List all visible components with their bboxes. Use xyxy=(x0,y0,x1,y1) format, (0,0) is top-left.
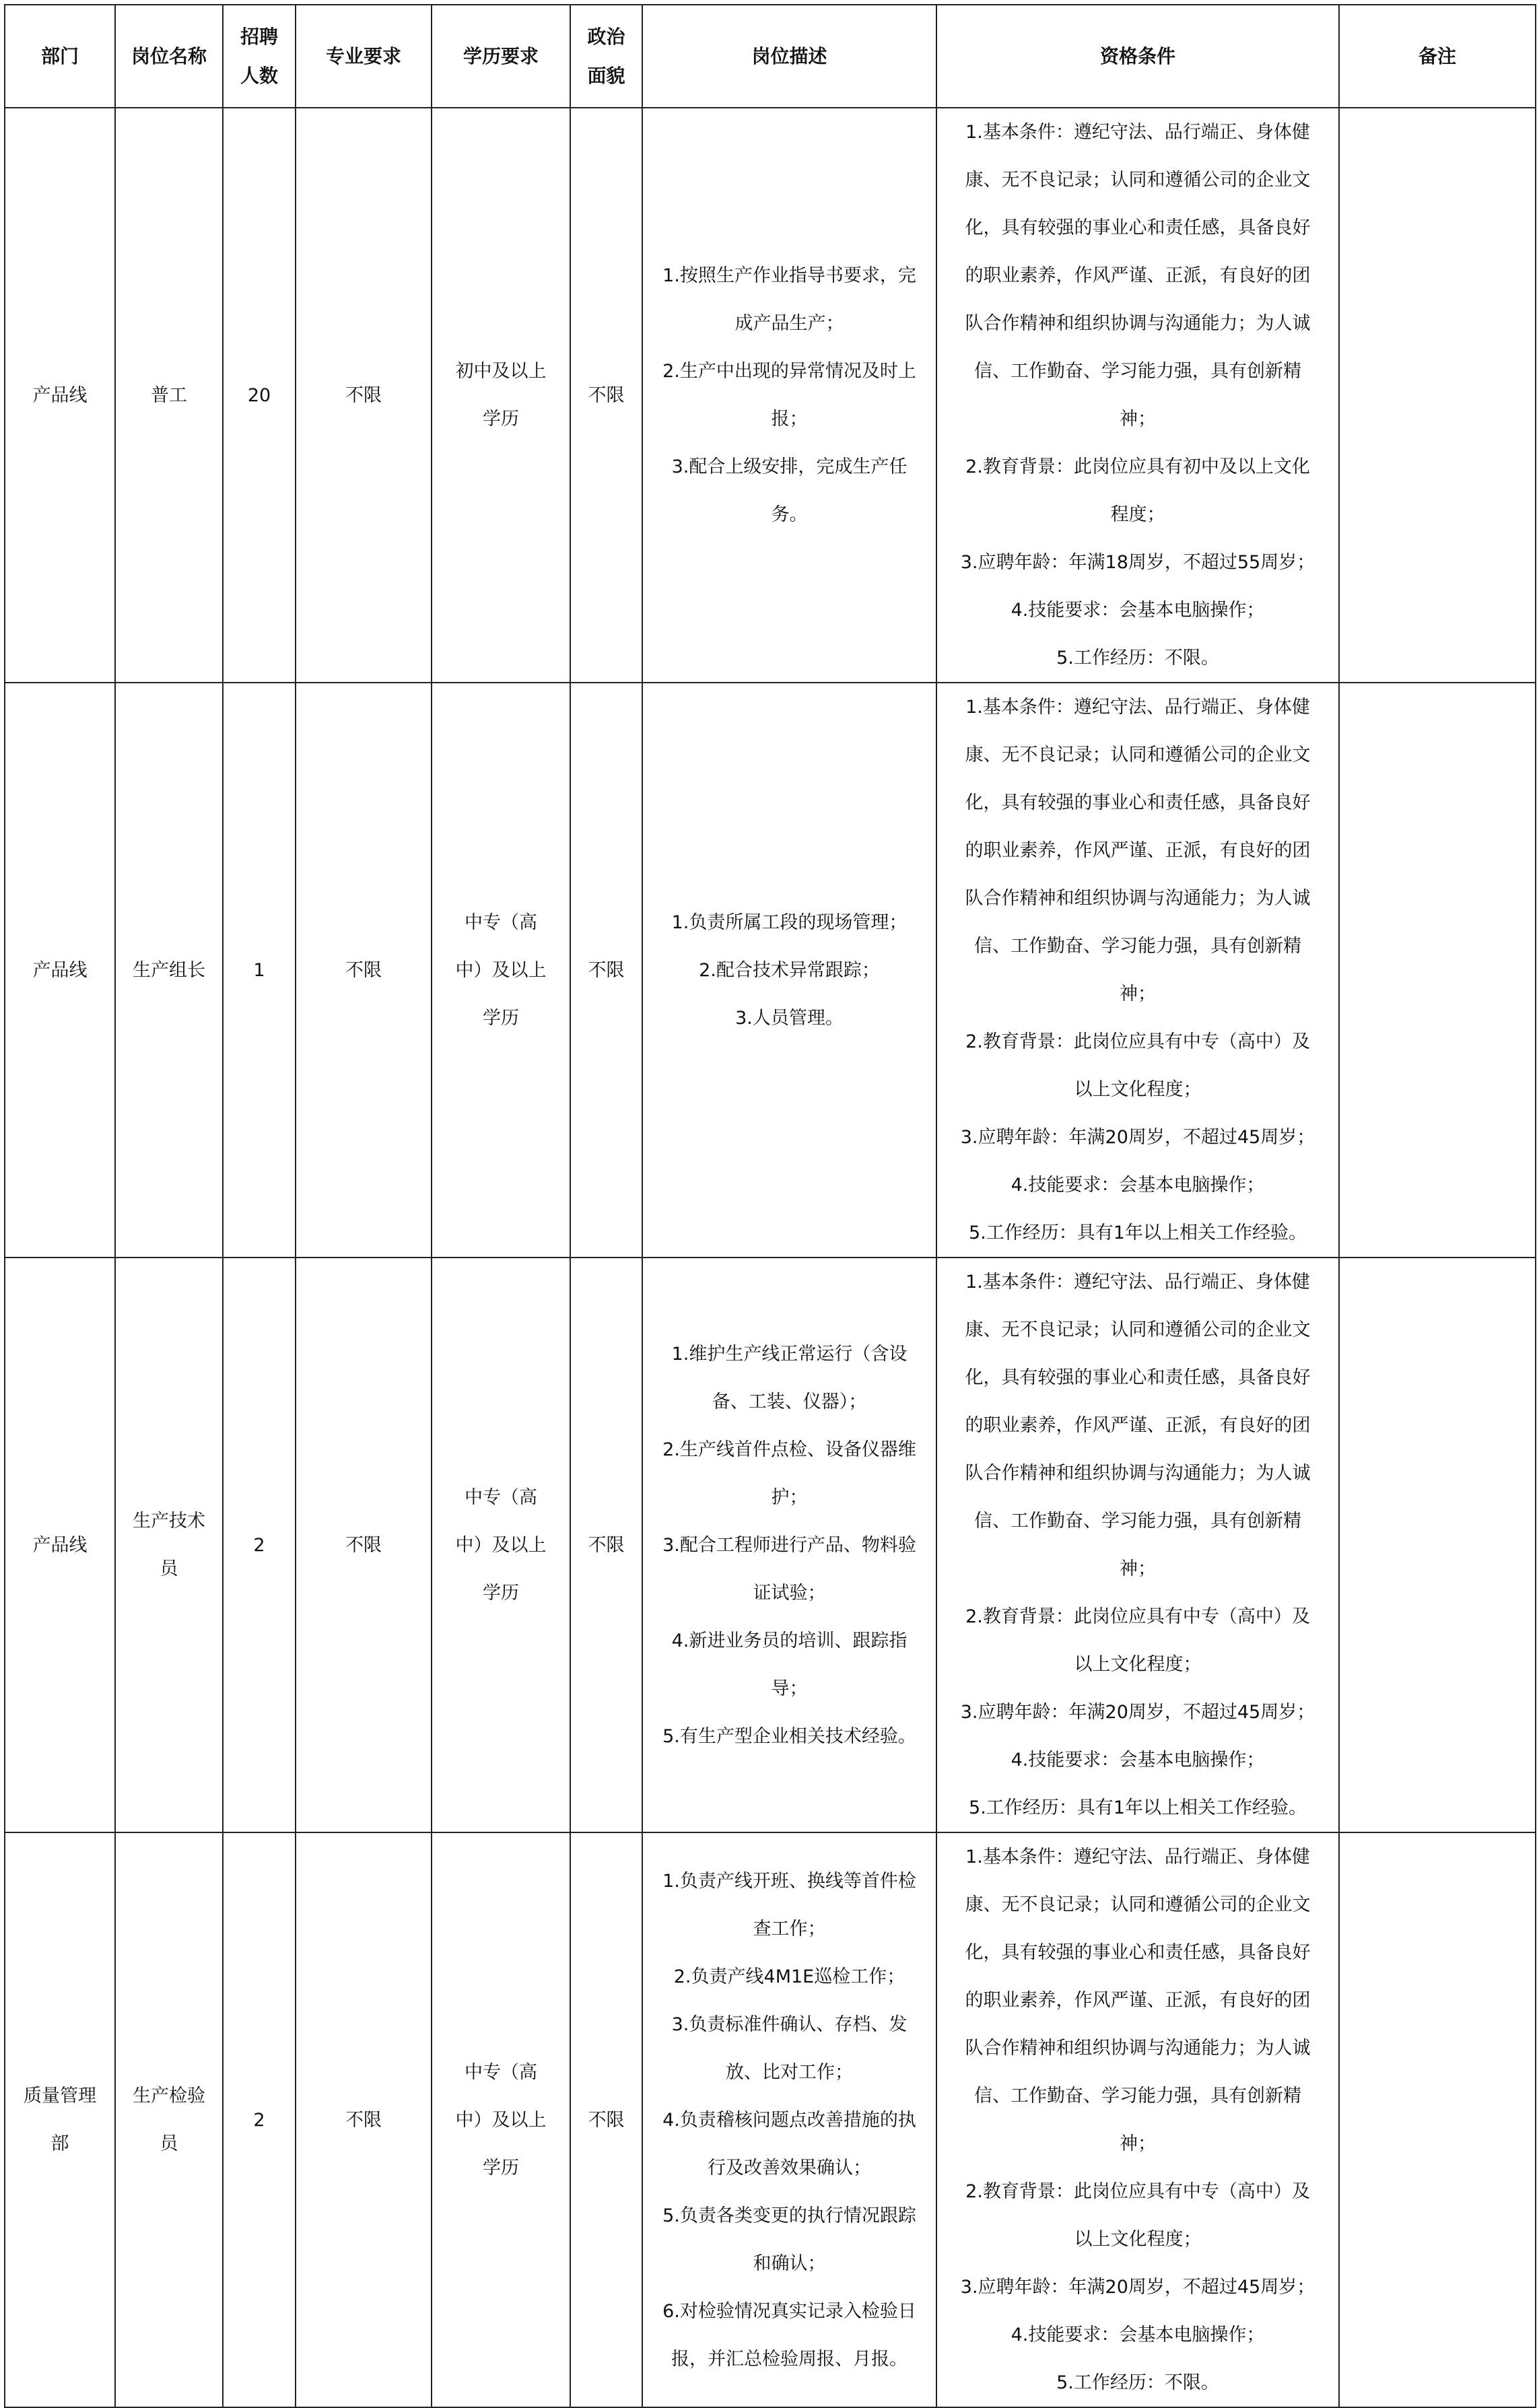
cell-qualification-line: 5.工作经历：不限。 xyxy=(1056,2372,1219,2393)
header-position: 岗位名称 xyxy=(115,5,223,108)
cell-count: 1 xyxy=(223,683,296,1258)
cell-qualification xyxy=(936,683,1339,1258)
cell-education-line: 中）及以上 xyxy=(455,1534,547,1556)
cell-description-line: 2.负责产线4M1E巡检工作； xyxy=(673,1966,905,1987)
cell-description xyxy=(642,1258,936,1832)
cell-education-line: 学历 xyxy=(483,1007,519,1029)
cell-dept xyxy=(5,1258,115,1832)
cell-description-line: 5.负责各类变更的执行情况跟踪 xyxy=(662,2205,916,2226)
cell-qualification-line: 以上文化程度； xyxy=(1074,2229,1202,2250)
cell-education-line: 中）及以上 xyxy=(455,959,547,981)
header-count-line: 人数 xyxy=(240,64,278,87)
cell-qualification-line: 的职业素养，作风严谨、正派，有良好的团 xyxy=(965,265,1311,286)
header-count-line: 招聘 xyxy=(240,25,278,48)
cell-qualification-line: 的职业素养，作风严谨、正派，有良好的团 xyxy=(965,840,1311,861)
cell-politics: 不限 xyxy=(570,108,642,683)
cell-position-line: 生产组长 xyxy=(133,959,205,981)
cell-description-line: 成产品生产； xyxy=(734,313,844,334)
cell-politics: 不限 xyxy=(570,1258,642,1832)
cell-description-line: 导； xyxy=(771,1678,808,1699)
cell-education-line: 中）及以上 xyxy=(455,2109,547,2131)
cell-qualification-line: 化，具有较强的事业心和责任感，具备良好 xyxy=(965,1942,1311,1963)
cell-qualification-line: 2.教育背景：此岗位应具有初中及以上文化 xyxy=(965,456,1310,477)
cell-education-line: 学历 xyxy=(483,409,519,429)
cell-qualification-line: 神； xyxy=(1120,409,1156,429)
cell-position xyxy=(115,1832,223,2407)
table-row xyxy=(5,1258,1536,1832)
cell-major: 不限 xyxy=(296,1832,432,2407)
cell-major: 不限 xyxy=(296,683,432,1258)
cell-qualification-line: 4.技能要求：会基本电脑操作； xyxy=(1011,2325,1265,2345)
cell-dept xyxy=(5,683,115,1258)
cell-qualification-line: 2.教育背景：此岗位应具有中专（高中）及 xyxy=(965,1031,1310,1052)
cell-qualification-line: 5.工作经历：具有1年以上相关工作经验。 xyxy=(969,1797,1307,1818)
cell-qualification-line: 程度； xyxy=(1110,504,1165,525)
cell-major: 不限 xyxy=(296,1258,432,1832)
cell-position-line: 普工 xyxy=(151,384,187,406)
cell-qualification-line: 4.技能要求：会基本电脑操作； xyxy=(1011,1175,1265,1196)
cell-qualification-line: 以上文化程度； xyxy=(1074,1079,1202,1100)
cell-qualification-line: 的职业素养，作风严谨、正派，有良好的团 xyxy=(965,1415,1311,1436)
cell-description-line: 2.配合技术异常跟踪； xyxy=(699,959,880,981)
cell-qualification-line: 康、无不良记录；认同和遵循公司的企业文 xyxy=(965,1319,1311,1340)
header-education: 学历要求 xyxy=(432,5,570,108)
cell-education xyxy=(432,1832,570,2407)
cell-description-line: 5.有生产型企业相关技术经验。 xyxy=(662,1725,916,1747)
cell-qualification-line: 队合作精神和组织协调与沟通能力；为人诚 xyxy=(965,2038,1311,2059)
cell-qualification-line: 的职业素养，作风严谨、正派，有良好的团 xyxy=(965,1990,1311,2011)
cell-description xyxy=(642,683,936,1258)
cell-qualification-line: 3.应聘年龄：年满20周岁，不超过45周岁； xyxy=(960,1702,1315,1723)
cell-politics: 不限 xyxy=(570,1832,642,2407)
table-row xyxy=(5,108,1536,683)
cell-qualification-line: 队合作精神和组织协调与沟通能力；为人诚 xyxy=(965,313,1311,334)
cell-description-line: 4.新进业务员的培训、跟踪指 xyxy=(671,1630,908,1651)
cell-description-line: 报，并汇总检验周报、月报。 xyxy=(671,2348,908,2370)
cell-qualification-line: 2.教育背景：此岗位应具有中专（高中）及 xyxy=(965,1606,1310,1627)
cell-qualification-line: 康、无不良记录；认同和遵循公司的企业文 xyxy=(965,170,1311,191)
cell-description-line: 报； xyxy=(771,409,808,429)
cell-position-line: 生产检验 xyxy=(133,2086,205,2106)
cell-qualification-line: 神； xyxy=(1120,2133,1156,2154)
cell-description-line: 备、工装、仪器）； xyxy=(712,1391,867,1412)
table-row xyxy=(5,1832,1536,2407)
cell-qualification-line: 1.基本条件：遵纪守法、品行端正、身体健 xyxy=(965,122,1310,143)
header-politics-line: 面貌 xyxy=(587,64,625,87)
cell-position-line: 员 xyxy=(160,1558,178,1579)
cell-qualification-line: 化，具有较强的事业心和责任感，具备良好 xyxy=(965,1367,1311,1388)
cell-education-line: 学历 xyxy=(483,1582,519,1604)
cell-dept xyxy=(5,1832,115,2407)
cell-position xyxy=(115,1258,223,1832)
cell-description-line: 2.生产线首件点检、设备仪器维 xyxy=(662,1439,916,1460)
cell-remark xyxy=(1339,1258,1536,1832)
cell-education xyxy=(432,1258,570,1832)
cell-description-line: 行及改善效果确认； xyxy=(708,2157,871,2178)
cell-description-line: 6.对检验情况真实记录入检验日 xyxy=(662,2300,916,2322)
cell-description-line: 1.维护生产线正常运行（含设 xyxy=(671,1343,908,1365)
cell-education xyxy=(432,683,570,1258)
cell-description-line: 3.配合工程师进行产品、物料验 xyxy=(662,1534,916,1556)
cell-remark xyxy=(1339,683,1536,1258)
cell-description-line: 证试验； xyxy=(753,1582,826,1604)
table-body xyxy=(5,108,1536,2407)
header-dept: 部门 xyxy=(5,5,115,108)
cell-description-line: 3.配合上级安排，完成生产任 xyxy=(671,456,908,477)
cell-dept-line: 部 xyxy=(50,2133,69,2154)
cell-qualification-line: 3.应聘年龄：年满18周岁，不超过55周岁； xyxy=(960,552,1315,573)
cell-qualification-line: 神； xyxy=(1120,1558,1156,1579)
cell-description-line: 放、比对工作； xyxy=(726,2061,853,2083)
cell-dept xyxy=(5,108,115,683)
cell-education-line: 中专（高 xyxy=(465,1486,537,1508)
cell-count: 2 xyxy=(223,1832,296,2407)
cell-qualification-line: 5.工作经历：具有1年以上相关工作经验。 xyxy=(969,1223,1307,1243)
cell-education xyxy=(432,108,570,683)
cell-qualification-line: 1.基本条件：遵纪守法、品行端正、身体健 xyxy=(965,1272,1310,1293)
cell-description-line: 护； xyxy=(771,1486,808,1508)
cell-qualification-line: 以上文化程度； xyxy=(1074,1654,1202,1675)
cell-education-line: 学历 xyxy=(483,2157,519,2178)
header-politics xyxy=(570,5,642,108)
cell-description-line: 和确认； xyxy=(753,2252,826,2274)
cell-position xyxy=(115,683,223,1258)
cell-education-line: 中专（高 xyxy=(465,911,537,933)
cell-description-line: 4.负责稽核问题点改善措施的执 xyxy=(662,2109,916,2131)
header-remark: 备注 xyxy=(1339,5,1536,108)
cell-description-line: 1.按照生产作业指导书要求，完 xyxy=(662,265,916,286)
cell-education-line: 中专（高 xyxy=(465,2061,537,2083)
cell-qualification-line: 1.基本条件：遵纪守法、品行端正、身体健 xyxy=(965,1847,1310,1867)
cell-qualification-line: 1.基本条件：遵纪守法、品行端正、身体健 xyxy=(965,697,1310,718)
cell-major: 不限 xyxy=(296,108,432,683)
cell-description-line: 3.负责标准件确认、存档、发 xyxy=(671,2014,908,2035)
cell-qualification-line: 4.技能要求：会基本电脑操作； xyxy=(1011,1750,1265,1770)
cell-qualification-line: 康、无不良记录；认同和遵循公司的企业文 xyxy=(965,1894,1311,1915)
cell-qualification-line: 3.应聘年龄：年满20周岁，不超过45周岁； xyxy=(960,2277,1315,2298)
cell-description xyxy=(642,1832,936,2407)
cell-qualification-line: 3.应聘年龄：年满20周岁，不超过45周岁； xyxy=(960,1127,1315,1148)
cell-politics: 不限 xyxy=(570,683,642,1258)
cell-qualification-line: 信、工作勤奋、学习能力强，具有创新精 xyxy=(974,2086,1301,2106)
cell-qualification-line: 神； xyxy=(1120,984,1156,1004)
cell-description-line: 1.负责产线开班、换线等首件检 xyxy=(662,1870,916,1892)
cell-position-line: 员 xyxy=(160,2133,178,2154)
cell-qualification-line: 化，具有较强的事业心和责任感，具备良好 xyxy=(965,217,1311,238)
cell-qualification-line: 信、工作勤奋、学习能力强，具有创新精 xyxy=(974,1511,1301,1532)
cell-position-line: 生产技术 xyxy=(133,1511,205,1532)
cell-qualification-line: 队合作精神和组织协调与沟通能力；为人诚 xyxy=(965,1463,1311,1484)
cell-dept-line: 质量管理 xyxy=(24,2086,96,2106)
header-qualification: 资格条件 xyxy=(936,5,1339,108)
cell-qualification-line: 信、工作勤奋、学习能力强，具有创新精 xyxy=(974,361,1301,382)
cell-description-line: 查工作； xyxy=(753,1918,826,1939)
cell-count: 20 xyxy=(223,108,296,683)
cell-description-line: 2.生产中出现的异常情况及时上 xyxy=(662,361,916,382)
cell-description-line: 1.负责所属工段的现场管理； xyxy=(671,911,908,933)
cell-qualification xyxy=(936,1832,1339,2407)
cell-dept-line: 产品线 xyxy=(32,384,88,406)
cell-description-line: 3.人员管理。 xyxy=(735,1007,844,1029)
header-description: 岗位描述 xyxy=(642,5,936,108)
cell-position xyxy=(115,108,223,683)
cell-qualification-line: 2.教育背景：此岗位应具有中专（高中）及 xyxy=(965,2181,1310,2202)
header-politics-line: 政治 xyxy=(587,25,625,48)
cell-remark xyxy=(1339,108,1536,683)
cell-qualification-line: 4.技能要求：会基本电脑操作； xyxy=(1011,600,1265,621)
cell-qualification xyxy=(936,108,1339,683)
cell-qualification-line: 5.工作经历：不限。 xyxy=(1056,648,1219,668)
header-count xyxy=(223,5,296,108)
table-header-row xyxy=(5,5,1536,108)
cell-qualification-line: 康、无不良记录；认同和遵循公司的企业文 xyxy=(965,745,1311,765)
cell-education-line: 初中及以上 xyxy=(455,361,547,382)
table-row xyxy=(5,683,1536,1258)
cell-qualification-line: 化，具有较强的事业心和责任感，具备良好 xyxy=(965,792,1311,813)
cell-dept-line: 产品线 xyxy=(32,959,88,981)
cell-qualification xyxy=(936,1258,1339,1832)
cell-qualification-line: 队合作精神和组织协调与沟通能力；为人诚 xyxy=(965,888,1311,909)
cell-dept-line: 产品线 xyxy=(32,1534,88,1556)
cell-count: 2 xyxy=(223,1258,296,1832)
cell-description xyxy=(642,108,936,683)
header-major: 专业要求 xyxy=(296,5,432,108)
cell-qualification-line: 信、工作勤奋、学习能力强，具有创新精 xyxy=(974,936,1301,957)
cell-remark xyxy=(1339,1832,1536,2407)
recruitment-table xyxy=(4,4,1536,2408)
cell-description-line: 务。 xyxy=(771,504,808,525)
